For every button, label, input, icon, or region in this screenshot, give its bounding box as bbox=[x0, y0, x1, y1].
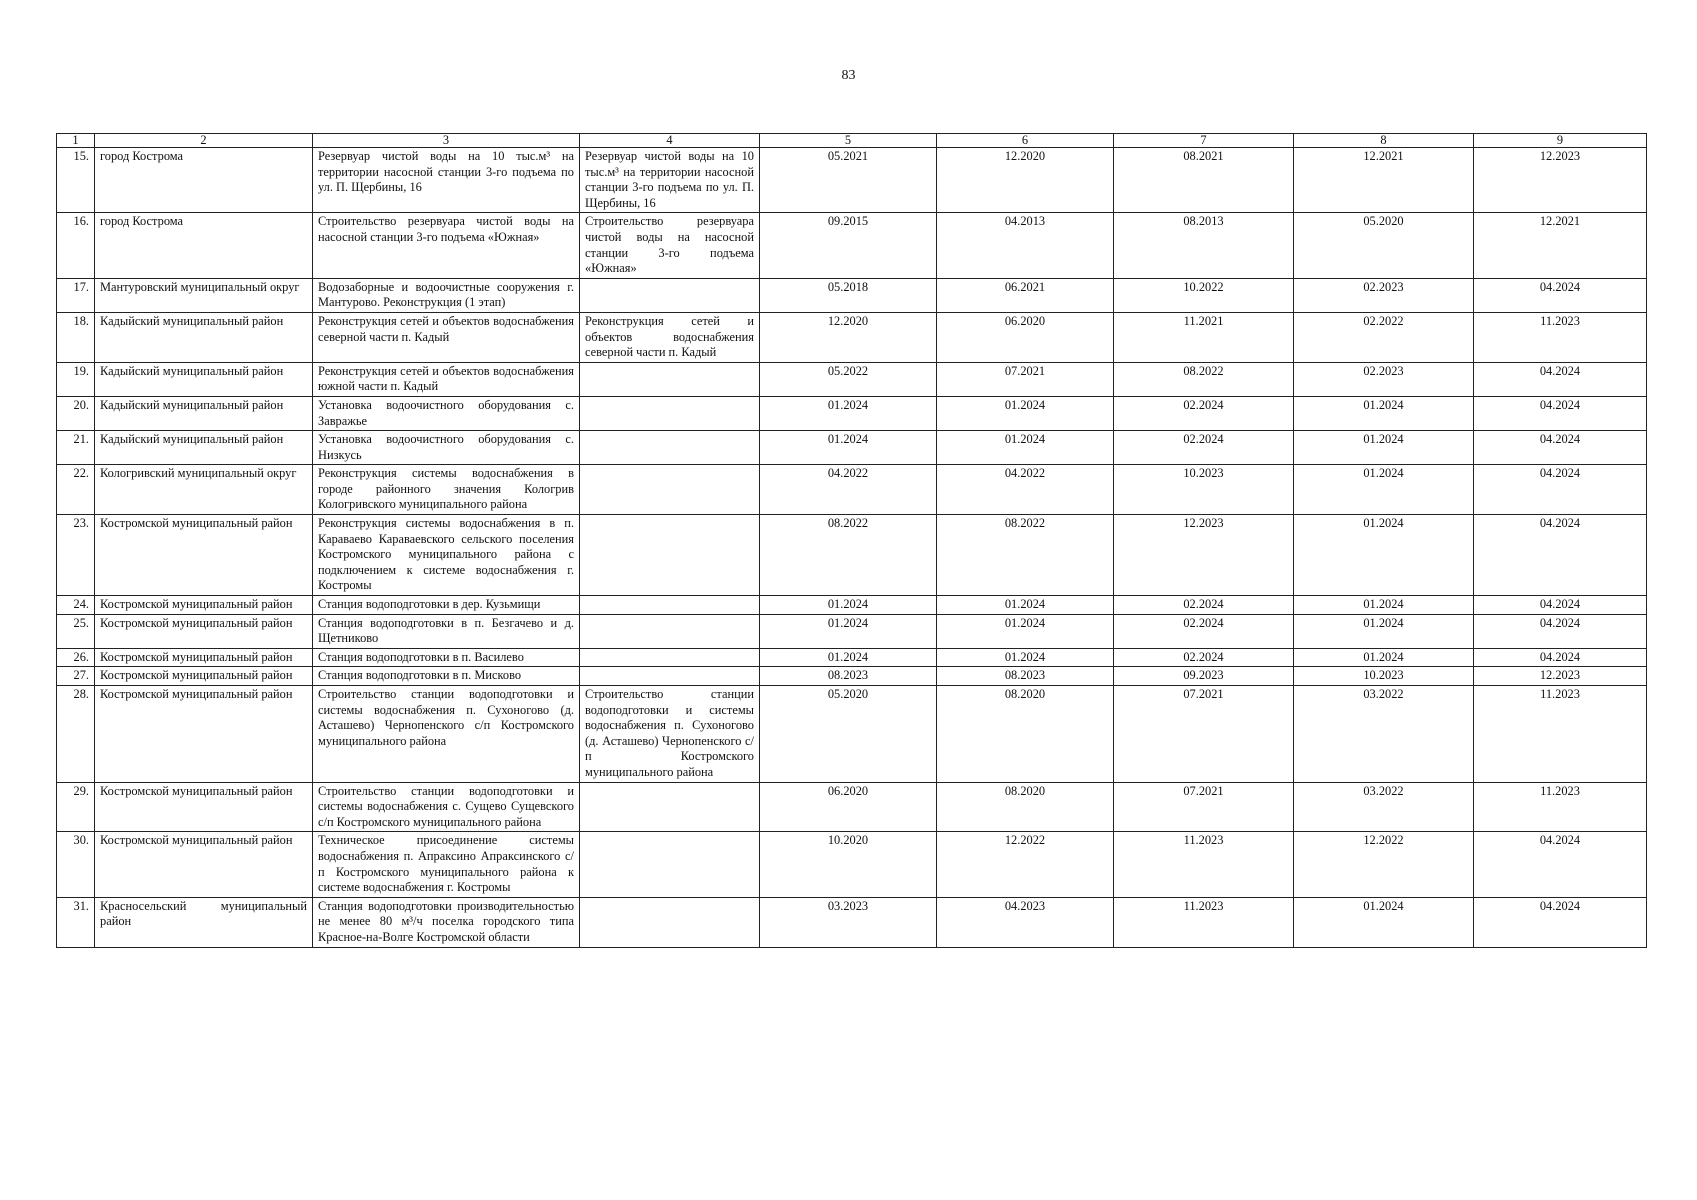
project-name-alt-cell: Строительство резервуара чистой воды на насосной станции 3-го подъема «Южная» bbox=[580, 213, 760, 278]
date-col-7-cell: 02.2024 bbox=[1114, 396, 1294, 430]
date-col-8-cell: 12.2022 bbox=[1294, 832, 1474, 897]
date-col-5-cell: 04.2022 bbox=[760, 465, 937, 515]
municipality-cell: Кадыйский муниципальный район bbox=[95, 396, 313, 430]
municipality-cell: Костромской муниципальный район bbox=[95, 614, 313, 648]
row-number-cell: 15. bbox=[57, 148, 95, 213]
column-header: 3 bbox=[313, 134, 580, 148]
project-name-alt-cell bbox=[580, 362, 760, 396]
date-col-9-cell: 04.2024 bbox=[1474, 832, 1647, 897]
table-row bbox=[57, 278, 1647, 312]
project-name-cell: Реконструкция сетей и объектов водоснабжения северной части п. Кадый bbox=[313, 312, 580, 362]
project-name-cell: Станция водоподготовки в п. Василево bbox=[313, 648, 580, 667]
row-number-cell: 25. bbox=[57, 614, 95, 648]
municipality-cell: город Кострома bbox=[95, 148, 313, 213]
row-number-cell: 23. bbox=[57, 515, 95, 596]
row-number-cell: 17. bbox=[57, 278, 95, 312]
date-col-7-cell: 02.2024 bbox=[1114, 431, 1294, 465]
date-col-9-cell: 04.2024 bbox=[1474, 465, 1647, 515]
page-number: 83 bbox=[841, 68, 856, 83]
date-col-6-cell: 04.2022 bbox=[937, 465, 1114, 515]
date-col-8-cell: 05.2020 bbox=[1294, 213, 1474, 278]
row-number-cell: 19. bbox=[57, 362, 95, 396]
project-name-alt-cell: Строительство станции водоподготовки и системы водоснабжения п. Сухоногово (д. Асташево) Чернопенского с/п Костромского муниципального района bbox=[580, 686, 760, 783]
table-row bbox=[57, 782, 1647, 832]
date-col-5-cell: 12.2020 bbox=[760, 312, 937, 362]
date-col-7-cell: 09.2023 bbox=[1114, 667, 1294, 686]
date-col-9-cell: 12.2021 bbox=[1474, 213, 1647, 278]
project-name-alt-cell bbox=[580, 596, 760, 615]
date-col-5-cell: 05.2018 bbox=[760, 278, 937, 312]
project-name-alt-cell bbox=[580, 396, 760, 430]
date-col-9-cell: 04.2024 bbox=[1474, 396, 1647, 430]
row-number-cell: 31. bbox=[57, 897, 95, 947]
table-row bbox=[57, 312, 1647, 362]
date-col-6-cell: 07.2021 bbox=[937, 362, 1114, 396]
date-col-7-cell: 08.2021 bbox=[1114, 148, 1294, 213]
date-col-6-cell: 04.2023 bbox=[937, 897, 1114, 947]
table-row bbox=[57, 515, 1647, 596]
date-col-7-cell: 07.2021 bbox=[1114, 686, 1294, 783]
row-number-cell: 21. bbox=[57, 431, 95, 465]
project-name-cell: Станция водоподготовки в п. Безгачево и д. Щетниково bbox=[313, 614, 580, 648]
date-col-6-cell: 12.2022 bbox=[937, 832, 1114, 897]
date-col-5-cell: 05.2022 bbox=[760, 362, 937, 396]
project-name-cell: Станция водоподготовки в дер. Кузьмищи bbox=[313, 596, 580, 615]
table-row bbox=[57, 213, 1647, 278]
project-name-alt-cell bbox=[580, 431, 760, 465]
date-col-6-cell: 12.2020 bbox=[937, 148, 1114, 213]
table-row bbox=[57, 431, 1647, 465]
date-col-8-cell: 12.2021 bbox=[1294, 148, 1474, 213]
municipality-cell: Кадыйский муниципальный район bbox=[95, 312, 313, 362]
row-number-cell: 18. bbox=[57, 312, 95, 362]
date-col-8-cell: 01.2024 bbox=[1294, 515, 1474, 596]
row-number-cell: 30. bbox=[57, 832, 95, 897]
date-col-7-cell: 08.2022 bbox=[1114, 362, 1294, 396]
row-number-cell: 26. bbox=[57, 648, 95, 667]
date-col-6-cell: 06.2021 bbox=[937, 278, 1114, 312]
date-col-7-cell: 08.2013 bbox=[1114, 213, 1294, 278]
municipality-cell: Костромской муниципальный район bbox=[95, 782, 313, 832]
municipality-cell: Костромской муниципальный район bbox=[95, 648, 313, 667]
municipality-cell: город Кострома bbox=[95, 213, 313, 278]
date-col-6-cell: 08.2020 bbox=[937, 686, 1114, 783]
row-number-cell: 22. bbox=[57, 465, 95, 515]
project-name-cell: Реконструкция сетей и объектов водоснабжения южной части п. Кадый bbox=[313, 362, 580, 396]
date-col-8-cell: 01.2024 bbox=[1294, 614, 1474, 648]
project-name-cell: Строительство станции водоподготовки и системы водоснабжения п. Сухоногово (д. Асташево) Чернопенского с/п Костромского муниципального района bbox=[313, 686, 580, 783]
date-col-5-cell: 05.2021 bbox=[760, 148, 937, 213]
date-col-8-cell: 01.2024 bbox=[1294, 396, 1474, 430]
date-col-6-cell: 04.2013 bbox=[937, 213, 1114, 278]
municipality-cell: Костромской муниципальный район bbox=[95, 667, 313, 686]
column-header: 7 bbox=[1114, 134, 1294, 148]
column-header: 6 bbox=[937, 134, 1114, 148]
date-col-9-cell: 12.2023 bbox=[1474, 667, 1647, 686]
project-name-cell: Резервуар чистой воды на 10 тыс.м³ на территории насосной станции 3-го подъема по ул. П. Щербины, 16 bbox=[313, 148, 580, 213]
date-col-5-cell: 08.2023 bbox=[760, 667, 937, 686]
municipality-cell: Костромской муниципальный район bbox=[95, 596, 313, 615]
date-col-9-cell: 04.2024 bbox=[1474, 362, 1647, 396]
date-col-6-cell: 01.2024 bbox=[937, 648, 1114, 667]
date-col-7-cell: 02.2024 bbox=[1114, 614, 1294, 648]
date-col-9-cell: 04.2024 bbox=[1474, 897, 1647, 947]
table-row bbox=[57, 648, 1647, 667]
date-col-9-cell: 04.2024 bbox=[1474, 596, 1647, 615]
date-col-8-cell: 10.2023 bbox=[1294, 667, 1474, 686]
municipality-cell: Костромской муниципальный район bbox=[95, 832, 313, 897]
municipality-cell: Костромской муниципальный район bbox=[95, 686, 313, 783]
date-col-5-cell: 01.2024 bbox=[760, 596, 937, 615]
date-col-7-cell: 02.2024 bbox=[1114, 648, 1294, 667]
municipality-cell: Мантуровский муниципальный округ bbox=[95, 278, 313, 312]
project-name-alt-cell bbox=[580, 614, 760, 648]
project-name-alt-cell bbox=[580, 515, 760, 596]
municipality-cell: Кадыйский муниципальный район bbox=[95, 362, 313, 396]
table-row bbox=[57, 596, 1647, 615]
date-col-7-cell: 11.2021 bbox=[1114, 312, 1294, 362]
date-col-8-cell: 01.2024 bbox=[1294, 431, 1474, 465]
column-header: 2 bbox=[95, 134, 313, 148]
date-col-7-cell: 11.2023 bbox=[1114, 832, 1294, 897]
date-col-6-cell: 08.2023 bbox=[937, 667, 1114, 686]
date-col-8-cell: 01.2024 bbox=[1294, 465, 1474, 515]
table-row bbox=[57, 362, 1647, 396]
date-col-8-cell: 02.2023 bbox=[1294, 362, 1474, 396]
date-col-7-cell: 02.2024 bbox=[1114, 596, 1294, 615]
date-col-5-cell: 09.2015 bbox=[760, 213, 937, 278]
row-number-cell: 29. bbox=[57, 782, 95, 832]
municipality-cell: Кологривский муниципальный округ bbox=[95, 465, 313, 515]
table-row bbox=[57, 465, 1647, 515]
date-col-5-cell: 05.2020 bbox=[760, 686, 937, 783]
date-col-5-cell: 01.2024 bbox=[760, 396, 937, 430]
row-number-cell: 20. bbox=[57, 396, 95, 430]
project-name-alt-cell: Реконструкция сетей и объектов водоснабжения северной части п. Кадый bbox=[580, 312, 760, 362]
project-name-alt-cell bbox=[580, 278, 760, 312]
table-row bbox=[57, 686, 1647, 783]
project-name-cell: Техническое присоединение системы водоснабжения п. Апраксино Апраксинского с/п Костромского муниципального района к системе водоснабжения г. Костромы bbox=[313, 832, 580, 897]
table-row bbox=[57, 148, 1647, 213]
date-col-9-cell: 04.2024 bbox=[1474, 614, 1647, 648]
project-name-cell: Реконструкция системы водоснабжения в п. Караваево Караваевского сельского поселения Костромского муниципального района с подключением к системе водоснабжения г. Костромы bbox=[313, 515, 580, 596]
column-header: 9 bbox=[1474, 134, 1647, 148]
project-name-alt-cell: Резервуар чистой воды на 10 тыс.м³ на территории насосной станции 3-го подъема по ул. П. Щербины, 16 bbox=[580, 148, 760, 213]
row-number-cell: 28. bbox=[57, 686, 95, 783]
project-name-alt-cell bbox=[580, 667, 760, 686]
date-col-9-cell: 11.2023 bbox=[1474, 782, 1647, 832]
date-col-5-cell: 08.2022 bbox=[760, 515, 937, 596]
column-header: 8 bbox=[1294, 134, 1474, 148]
row-number-cell: 16. bbox=[57, 213, 95, 278]
project-name-cell: Строительство резервуара чистой воды на насосной станции 3-го подъема «Южная» bbox=[313, 213, 580, 278]
date-col-6-cell: 08.2022 bbox=[937, 515, 1114, 596]
date-col-6-cell: 01.2024 bbox=[937, 431, 1114, 465]
date-col-8-cell: 02.2022 bbox=[1294, 312, 1474, 362]
date-col-6-cell: 06.2020 bbox=[937, 312, 1114, 362]
date-col-9-cell: 04.2024 bbox=[1474, 648, 1647, 667]
date-col-7-cell: 12.2023 bbox=[1114, 515, 1294, 596]
date-col-6-cell: 08.2020 bbox=[937, 782, 1114, 832]
date-col-9-cell: 04.2024 bbox=[1474, 515, 1647, 596]
date-col-5-cell: 10.2020 bbox=[760, 832, 937, 897]
date-col-8-cell: 01.2024 bbox=[1294, 897, 1474, 947]
table-row bbox=[57, 396, 1647, 430]
date-col-7-cell: 10.2022 bbox=[1114, 278, 1294, 312]
date-col-8-cell: 01.2024 bbox=[1294, 596, 1474, 615]
table-row bbox=[57, 832, 1647, 897]
project-name-cell: Реконструкция системы водоснабжения в городе районного значения Кологрив Кологривского муниципального района bbox=[313, 465, 580, 515]
date-col-7-cell: 07.2021 bbox=[1114, 782, 1294, 832]
table-row bbox=[57, 667, 1647, 686]
date-col-9-cell: 11.2023 bbox=[1474, 312, 1647, 362]
project-name-cell: Установка водоочистного оборудования с. Низкусь bbox=[313, 431, 580, 465]
municipality-cell: Красносельский муниципальный район bbox=[95, 897, 313, 947]
date-col-7-cell: 11.2023 bbox=[1114, 897, 1294, 947]
date-col-7-cell: 10.2023 bbox=[1114, 465, 1294, 515]
date-col-9-cell: 04.2024 bbox=[1474, 278, 1647, 312]
project-name-cell: Строительство станции водоподготовки и системы водоснабжения с. Сущево Сущевского с/п Костромского муниципального района bbox=[313, 782, 580, 832]
project-name-alt-cell bbox=[580, 648, 760, 667]
project-name-alt-cell bbox=[580, 465, 760, 515]
date-col-5-cell: 01.2024 bbox=[760, 614, 937, 648]
date-col-8-cell: 02.2023 bbox=[1294, 278, 1474, 312]
date-col-5-cell: 03.2023 bbox=[760, 897, 937, 947]
project-name-alt-cell bbox=[580, 897, 760, 947]
municipality-cell: Костромской муниципальный район bbox=[95, 515, 313, 596]
table-header-row bbox=[57, 134, 1647, 148]
row-number-cell: 24. bbox=[57, 596, 95, 615]
date-col-9-cell: 11.2023 bbox=[1474, 686, 1647, 783]
table-body bbox=[57, 148, 1647, 948]
table-row bbox=[57, 897, 1647, 947]
column-header: 4 bbox=[580, 134, 760, 148]
project-name-cell: Станция водоподготовки в п. Мисково bbox=[313, 667, 580, 686]
date-col-8-cell: 01.2024 bbox=[1294, 648, 1474, 667]
project-name-cell: Установка водоочистного оборудования с. Завражье bbox=[313, 396, 580, 430]
project-name-alt-cell bbox=[580, 782, 760, 832]
municipality-cell: Кадыйский муниципальный район bbox=[95, 431, 313, 465]
project-name-alt-cell bbox=[580, 832, 760, 897]
row-number-cell: 27. bbox=[57, 667, 95, 686]
project-name-cell: Станция водоподготовки производительностью не менее 80 м³/ч поселка городского типа Красное-на-Волге Костромской области bbox=[313, 897, 580, 947]
date-col-5-cell: 01.2024 bbox=[760, 648, 937, 667]
project-name-cell: Водозаборные и водоочистные сооружения г. Мантурово. Реконструкция (1 этап) bbox=[313, 278, 580, 312]
date-col-6-cell: 01.2024 bbox=[937, 614, 1114, 648]
date-col-9-cell: 04.2024 bbox=[1474, 431, 1647, 465]
column-header: 1 bbox=[57, 134, 95, 148]
date-col-5-cell: 01.2024 bbox=[760, 431, 937, 465]
date-col-8-cell: 03.2022 bbox=[1294, 686, 1474, 783]
date-col-6-cell: 01.2024 bbox=[937, 596, 1114, 615]
date-col-5-cell: 06.2020 bbox=[760, 782, 937, 832]
date-col-6-cell: 01.2024 bbox=[937, 396, 1114, 430]
date-col-8-cell: 03.2022 bbox=[1294, 782, 1474, 832]
projects-table bbox=[56, 133, 1647, 948]
table-row bbox=[57, 614, 1647, 648]
date-col-9-cell: 12.2023 bbox=[1474, 148, 1647, 213]
column-header: 5 bbox=[760, 134, 937, 148]
